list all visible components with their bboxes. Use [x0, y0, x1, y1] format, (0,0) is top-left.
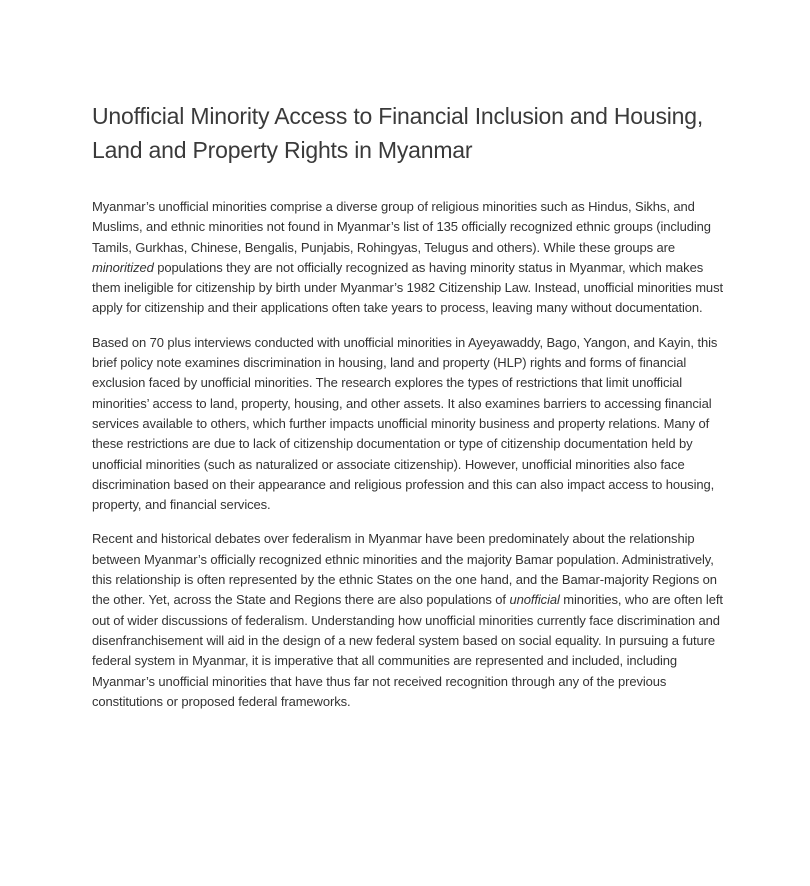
document-title: Unofficial Minority Access to Financial Inclusion and Housing, Land and Property Rights in Myanmar [92, 103, 704, 163]
body-paragraph-1: Myanmar’s unofficial minorities comprise a diverse group of religious minorities such as Hindus, Sikhs, and Muslims, and ethnic minorities not found in Myanmar’s list of 135 officially recognized ethnic groups (including Tamils, Gurkhas, Chinese, Bengalis, Punjabis, Rohingyas, Telugus and others). While these groups are minoritized populations they are not officially recognized as having minority status in Myanmar, which makes them ineligible for citizenship by birth under Myanmar’s 1982 Citizenship Law. Instead, unofficial minorities must apply for citizenship and their applications often take years to process, leaving many without documentation. [92, 199, 723, 316]
document-content [92, 99, 732, 712]
document-body [92, 197, 732, 712]
body-paragraph-2: Based on 70 plus interviews conducted with unofficial minorities in Ayeyawaddy, Bago, Yangon, and Kayin, this brief policy note examines discrimination in housing, land and property (HLP) rights and forms of financial exclusion faced by unofficial minorities. The research explores the types of restrictions that limit unofficial minorities’ access to land, property, housing, and other assets. It also examines barriers to accessing financial services available to others, which further impacts unofficial minority business and property relations. Many of these restrictions are due to lack of citizenship documentation or type of citizenship documentation held by unofficial minorities (such as naturalized or associate citizenship). However, unofficial minorities also face discrimination based on their appearance and religious profession and this can also impact access to housing, property, and financial services. [92, 334, 718, 513]
body-paragraph-3: Recent and historical debates over federalism in Myanmar have been predominately about the relationship between Myanmar’s officially recognized ethnic minorities and the majority Bamar population. Administratively, this relationship is often represented by the ethnic States on the one hand, and the Bamar-majority Regions on the other. Yet, across the State and Regions there are also populations of unofficial minorities, who are often left out of wider discussions of federalism. Understanding how unofficial minorities currently face discrimination and disenfranchisement will aid in the design of a new federal system based on social equality. In pursuing a future federal system in Myanmar, it is imperative that all communities are represented and included, including Myanmar’s unofficial minorities that have thus far not received recognition through any of the previous constitutions or proposed federal frameworks. [92, 531, 723, 709]
